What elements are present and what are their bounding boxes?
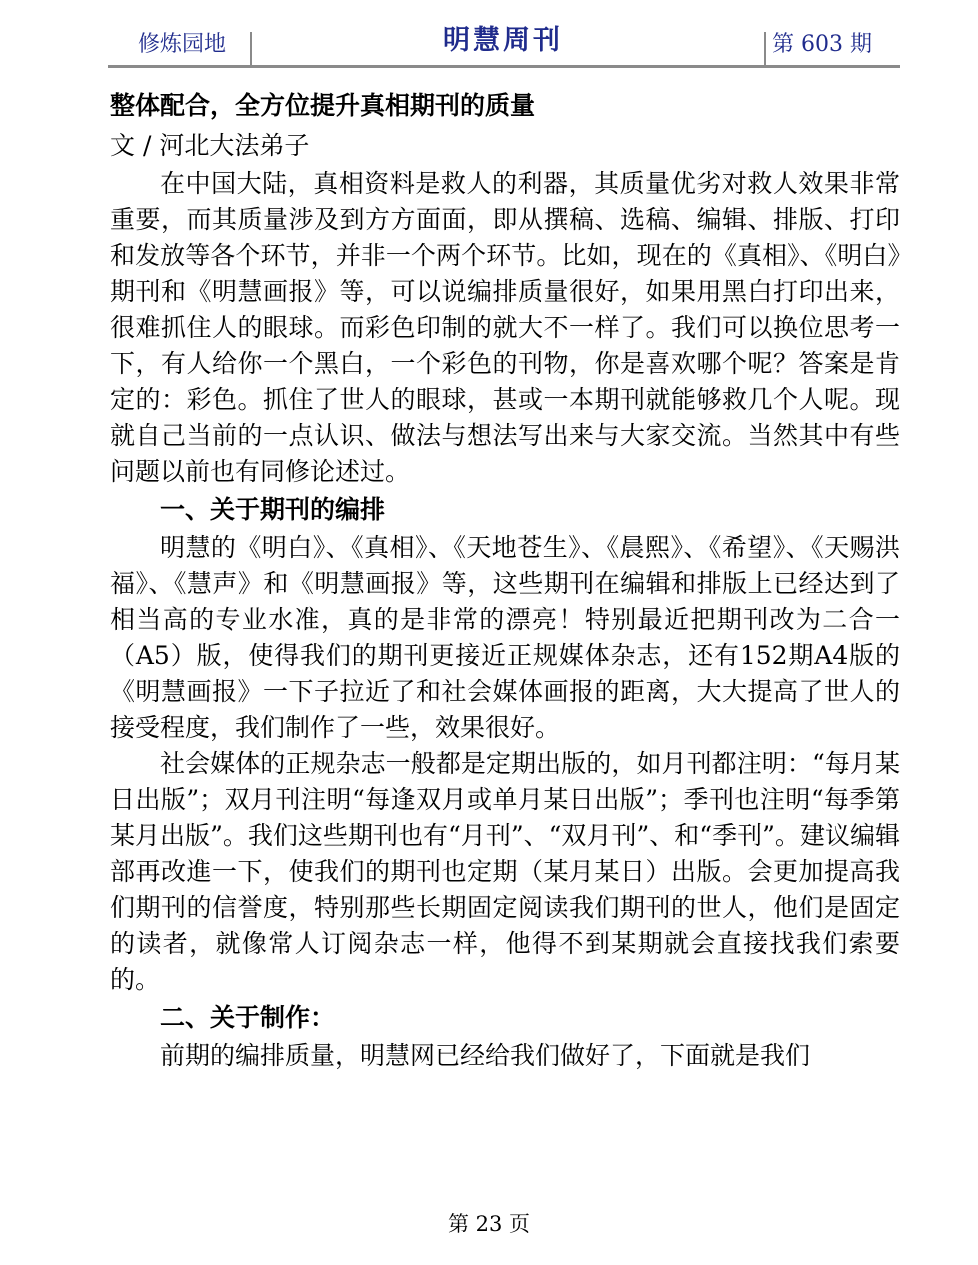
page-header	[108, 22, 900, 68]
paragraph-section2-1: 前期的编排质量，明慧网已经给我们做好了，下面就是我们	[160, 1041, 811, 1070]
article-title: 整体配合，全方位提升真相期刊的质量	[110, 91, 536, 120]
article-body	[110, 86, 900, 1074]
header-section-label: 修炼园地	[138, 32, 227, 57]
article-byline: 文 / 河北大法弟子	[110, 131, 310, 160]
header-issue-number: 第 603 期	[772, 32, 872, 57]
paragraph-intro: 在中国大陆，真相资料是救人的利器，其质量优劣对救人效果非常重要，而其质量涉及到方方面面，即从撰稿、选稿、编辑、排版、打印和发放等各个环节，并非一个两个环节。比如，现在的《真相》、《明白》期刊和《明慧画报》等，可以说编排质量很好，如果用黑白打印出来，很难抓住人的眼球。而彩色印制的就大不一样了。我们可以换位思考一下，有人给你一个黑白，一个彩色的刊物，你是喜欢哪个呢？答案是肯定的：彩色。抓住了世人的眼球，甚或一本期刊就能够救几个人呢。现就自己当前的一点认识、做法与想法写出来与大家交流。当然其中有些问题以前也有同修论述过。	[110, 169, 900, 486]
header-divider	[764, 32, 766, 66]
header-rule	[108, 65, 900, 68]
section-heading-2: 二、关于制作：	[160, 1003, 336, 1032]
header-publication-title: 明慧周刊	[443, 25, 563, 56]
section-heading-1: 一、关于期刊的编排	[160, 495, 386, 524]
header-divider	[250, 32, 252, 66]
paragraph-section1-2: 社会媒体的正规杂志一般都是定期出版的，如月刊都注明：“每月某日出版”；双月刊注明“每逢双月或单月某日出版”；季刊也注明“每季第某月出版”。我们这些期刊也有“月刊”、“双月刊”、和“季刊”。建议编辑部再改進一下，使我们的期刊也定期（某月某日）出版。会更加提高我们期刊的信誉度，特别那些长期固定阅读我们期刊的世人，他们是固定的读者，就像常人订阅杂志一样，他得不到某期就会直接找我们索要的。	[110, 749, 900, 994]
paragraph-section1-1: 明慧的《明白》、《真相》、《天地苍生》、《晨熙》、《希望》、《天赐洪福》、《慧声》和《明慧画报》等，这些期刊在编辑和排版上已经达到了相当高的专业水准，真的是非常的漂亮！特别最近把期刊改为二合一（A5）版，使得我们的期刊更接近正规媒体杂志，还有152期A4版的《明慧画报》一下子拉近了和社会媒体画报的距离，大大提高了世人的接受程度，我们制作了一些，效果很好。	[110, 533, 900, 742]
page-number: 第 23 页	[447, 1212, 531, 1236]
